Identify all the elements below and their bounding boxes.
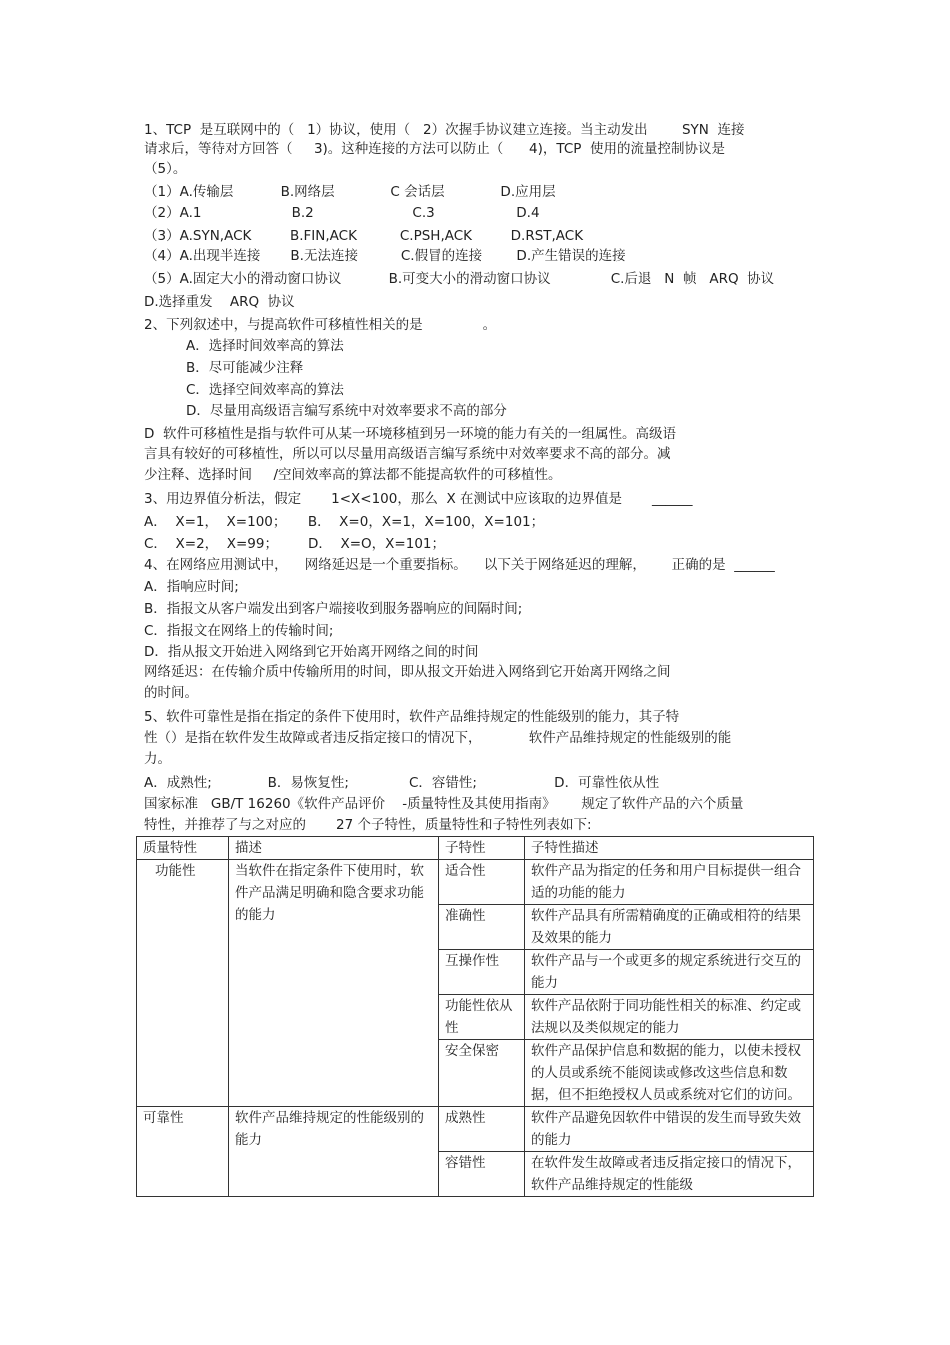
sub-description: 在软件发生故障或者违反指定接口的情况下，软件产品维持规定的性能级 [525, 1152, 814, 1197]
q4-opt-b: B．指报文从客户端发出到客户端接收到服务器响应的间隔时间; [144, 601, 523, 617]
q4-answer-1: 网络延迟：在传输介质中传输所用的时间，即从报文开始进入网络到它开始离开网络之间 [144, 664, 671, 680]
q3-question: 3、用边界值分析法，假定 1<X<100，那么 X 在测试中应该取的边界值是 ______ [144, 491, 693, 507]
quality-description: 软件产品维持规定的性能级别的能力 [229, 1107, 439, 1197]
q4-opt-d: D．指从报文开始进入网络到它开始离开网络之间的时间 [144, 644, 479, 660]
quality-name: 可靠性 [137, 1107, 229, 1197]
sub-name: 适合性 [439, 860, 525, 905]
q1-opt-4: （4）A.出现半连接 B.无法连接 C.假冒的连接 D.产生错误的连接 [144, 248, 626, 264]
q1-opt-5b: D.选择重发 ARQ 协议 [144, 294, 295, 310]
q1-line-1: 1、TCP 是互联网中的（ 1）协议，使用（ 2）次握手协议建立连接。当主动发出 SYN 连接 [144, 122, 745, 138]
q4-answer-2: 的时间。 [144, 685, 198, 701]
q3-opt-ab: A． X=1， X=100； B． X=0，X=1，X=100，X=101； [144, 514, 545, 530]
table-row [137, 860, 814, 905]
standard-line-2: 特性，并推荐了与之对应的 27 个子特性，质量特性和子特性列表如下: [144, 817, 592, 833]
q2-opt-c: C．选择空间效率高的算法 [186, 382, 344, 398]
table-header-row [137, 837, 814, 860]
q2-opt-b: B．尽可能减少注释 [186, 360, 304, 376]
sub-description: 软件产品避免因软件中错误的发生而导致失效的能力 [525, 1107, 814, 1152]
q1-line-3: （5）。 [144, 161, 187, 177]
q2-answer-3: 少注释、选择时间 /空间效率高的算法都不能提高软件的可移植性。 [144, 467, 562, 483]
q3-opt-cd: C． X=2， X=99； D． X=O，X=101； [144, 536, 446, 552]
sub-description: 软件产品为指定的任务和用户目标提供一组合适的功能的能力 [525, 860, 814, 905]
q5-question-3: 力。 [144, 751, 171, 767]
sub-name: 成熟性 [439, 1107, 525, 1152]
sub-description: 软件产品具有所需精确度的正确或相符的结果及效果的能力 [525, 905, 814, 950]
sub-description: 软件产品依附于同功能性相关的标准、约定或法规以及类似规定的能力 [525, 995, 814, 1040]
q2-opt-d: D．尽量用高级语言编写系统中对效率要求不高的部分 [186, 403, 507, 419]
table-row [137, 1107, 814, 1152]
header-sub-description: 子特性描述 [525, 837, 814, 860]
header-quality: 质量特性 [137, 837, 229, 860]
q5-question-1: 5、软件可靠性是指在指定的条件下使用时，软件产品维持规定的性能级别的能力，其子特 [144, 709, 680, 725]
sub-name: 功能性依从性 [439, 995, 525, 1040]
q2-answer-2: 言具有较好的可移植性，所以可以尽量用高级语言编写系统中对效率要求不高的部分。减 [144, 446, 671, 462]
q1-opt-3: （3）A.SYN,ACK B.FIN,ACK C.PSH,ACK D.RST,ACK [144, 228, 584, 244]
q2-answer-1: D 软件可移植性是指与软件可从某一环境移植到另一环境的能力有关的一组属性。高级语 [144, 426, 676, 442]
quality-name: 功能性 [137, 860, 229, 1107]
q4-opt-c: C．指报文在网络上的传输时间; [144, 623, 334, 639]
quality-table [136, 836, 814, 1197]
standard-line-1: 国家标准 GB/T 16260《软件产品评价 -质量特性及其使用指南》 规定了软件产品的六个质量 [144, 796, 744, 812]
q5-options: A．成熟性; B．易恢复性; C．容错性; D．可靠性依从性 [144, 775, 660, 791]
sub-name: 互操作性 [439, 950, 525, 995]
sub-name: 容错性 [439, 1152, 525, 1197]
q2-question: 2、下列叙述中，与提高软件可移植性相关的是 。 [144, 317, 497, 333]
sub-description: 软件产品保护信息和数据的能力，以使未授权的人员或系统不能阅读或修改这些信息和数据，但不拒绝授权人员或系统对它们的访问。 [525, 1040, 814, 1107]
q4-question: 4、在网络应用测试中， 网络延迟是一个重要指标。 以下关于网络延迟的理解， 正确的是 ______ [144, 557, 775, 573]
q1-opt-1: （1）A.传输层 B.网络层 C 会话层 D.应用层 [144, 184, 556, 200]
header-subcharacteristic: 子特性 [439, 837, 525, 860]
q1-opt-5: （5）A.固定大小的滑动窗口协议 B.可变大小的滑动窗口协议 C.后退 N 帧 ARQ 协议 [144, 271, 775, 287]
q1-opt-2: （2）A.1 B.2 C.3 D.4 [144, 205, 540, 221]
sub-description: 软件产品与一个或更多的规定系统进行交互的能力 [525, 950, 814, 995]
sub-name: 准确性 [439, 905, 525, 950]
header-description: 描述 [229, 837, 439, 860]
quality-description: 当软件在指定条件下使用时，软件产品满足明确和隐含要求功能的能力 [229, 860, 439, 1107]
sub-name: 安全保密 [439, 1040, 525, 1107]
q4-opt-a: A．指响应时间; [144, 579, 239, 595]
q1-line-2: 请求后，等待对方回答（ 3)。这种连接的方法可以防止（ 4)，TCP 使用的流量控制协议是 [144, 141, 726, 157]
q5-question-2: 性（）是指在软件发生故障或者违反指定接口的情况下， 软件产品维持规定的性能级别的能 [144, 730, 732, 746]
q2-opt-a: A．选择时间效率高的算法 [186, 338, 344, 354]
